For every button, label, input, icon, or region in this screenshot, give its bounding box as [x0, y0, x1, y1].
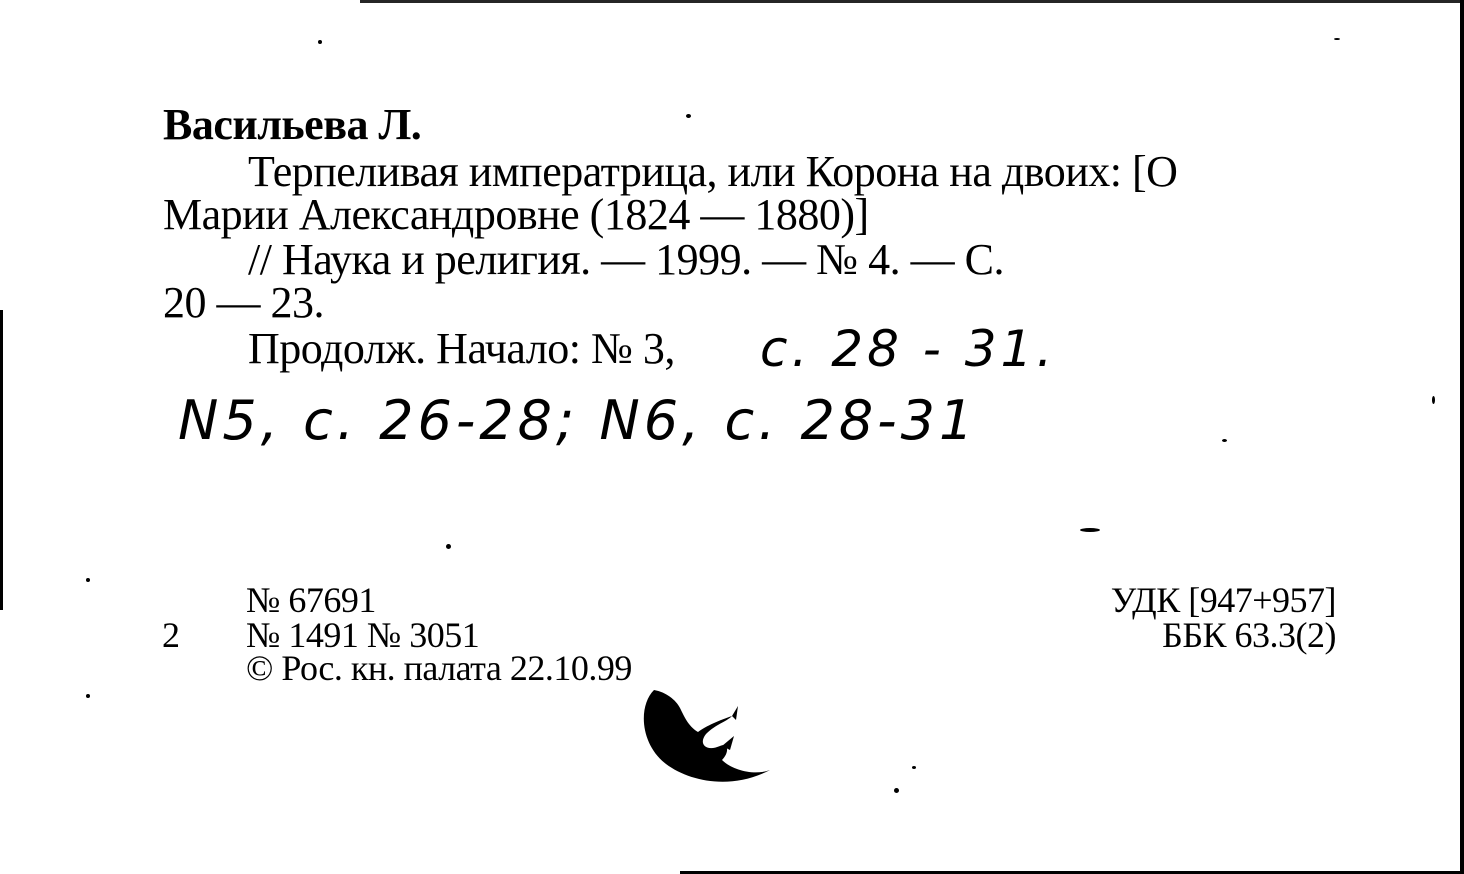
scan-speck — [1334, 38, 1340, 40]
scan-speck — [318, 40, 322, 44]
ink-blot-stamp-icon — [636, 686, 786, 796]
scan-speck — [86, 578, 90, 582]
author-name: Васильева Л. — [163, 100, 422, 149]
scan-speck — [1222, 439, 1227, 442]
scan-speck — [1432, 396, 1435, 404]
continuation-note: Продолж. Начало: № 3, — [248, 324, 675, 373]
source-line-1: // Наука и религия. — 1999. — № 4. — С. — [248, 235, 1004, 284]
registration-number: № 67691 — [246, 580, 376, 620]
handwritten-pages: с. 28 - 31. — [760, 320, 1057, 378]
scan-speck — [446, 544, 451, 549]
scan-speck — [86, 694, 90, 698]
scan-speck — [686, 114, 691, 118]
scan-speck — [894, 788, 899, 793]
scan-speck — [912, 766, 916, 769]
copies-count: 2 — [162, 615, 180, 655]
bbk-code: ББК 63.3(2) — [1162, 615, 1336, 655]
source-line-2: 20 — 23. — [163, 278, 324, 327]
publisher-date: © Рос. кн. палата 22.10.99 — [246, 648, 632, 688]
title-line-2: Марии Александровне (1824 — 1880)] — [163, 190, 869, 239]
handwritten-issues: N5, с. 26-28; N6, с. 28-31 — [178, 389, 978, 452]
udk-code: УДК [947+957] — [1110, 580, 1336, 620]
scan-speck — [1080, 528, 1100, 532]
index-numbers: № 1491 № 3051 — [246, 615, 480, 655]
title-line-1: Терпеливая императрица, или Корона на двоих: [О — [248, 147, 1178, 196]
scan-edge-right — [1460, 0, 1464, 874]
scan-edge-top — [0, 0, 1464, 3]
scan-edge-left — [0, 310, 3, 610]
